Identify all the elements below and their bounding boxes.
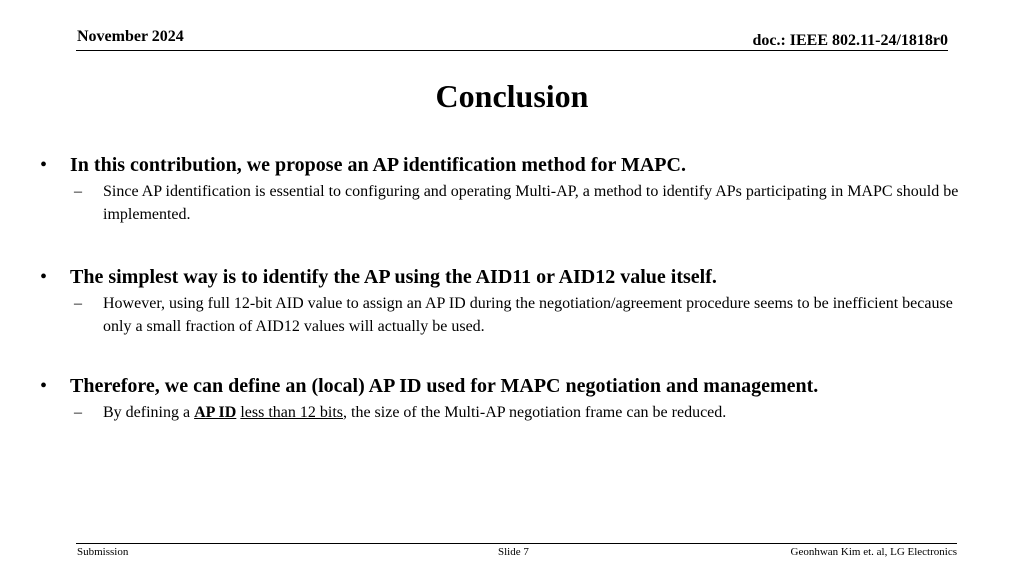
ap-id-term: AP ID: [194, 404, 237, 421]
sub-bullet-2: [74, 292, 990, 338]
bullet-marker: •: [40, 154, 48, 176]
header-divider: [76, 50, 948, 51]
sub-text-suffix: , the size of the Multi-AP negotiation frame can be reduced.: [343, 404, 727, 421]
header-doc-id: doc.: IEEE 802.11-24/1818r0: [752, 32, 948, 49]
bullet-marker: •: [40, 266, 48, 288]
dash-marker: –: [74, 295, 82, 312]
footer-authors: Geonhwan Kim et. al, LG Electronics: [790, 546, 957, 558]
bullet-1: [40, 152, 990, 226]
dash-marker: –: [74, 183, 82, 200]
sub-bullet-2-text: However, using full 12-bit AID value to assign an AP ID during the negotiation/agreement procedure seems to be inefficient because only a small fraction of AID12 values will actually be used.: [103, 295, 953, 335]
bit-length-term: less than 12 bits: [240, 404, 343, 421]
sub-bullet-1: [74, 180, 990, 226]
bullet-marker: •: [40, 375, 48, 397]
bullet-2-text: The simplest way is to identify the AP using the AID11 or AID12 value itself.: [70, 266, 717, 288]
sub-bullet-1-text: Since AP identification is essential to configuring and operating Multi-AP, a method to identify APs participating in MAPC should be implemented.: [103, 183, 959, 223]
bullet-2: [40, 264, 990, 338]
footer-submission: Submission: [77, 546, 129, 558]
bullet-3: [40, 373, 990, 424]
bullet-1-text: In this contribution, we propose an AP identification method for MAPC.: [70, 154, 686, 176]
dash-marker: –: [74, 404, 82, 421]
sub-bullet-3-text: [103, 401, 983, 424]
sub-text-prefix: By defining a: [103, 404, 195, 421]
sub-bullet-3: [74, 401, 990, 424]
slide-title: Conclusion: [435, 78, 589, 114]
footer-slide-number: Slide 7: [498, 546, 529, 558]
header-date: November 2024: [77, 28, 184, 45]
bullet-3-text: Therefore, we can define an (local) AP ID used for MAPC negotiation and management.: [70, 375, 819, 397]
footer-divider: [76, 543, 957, 544]
